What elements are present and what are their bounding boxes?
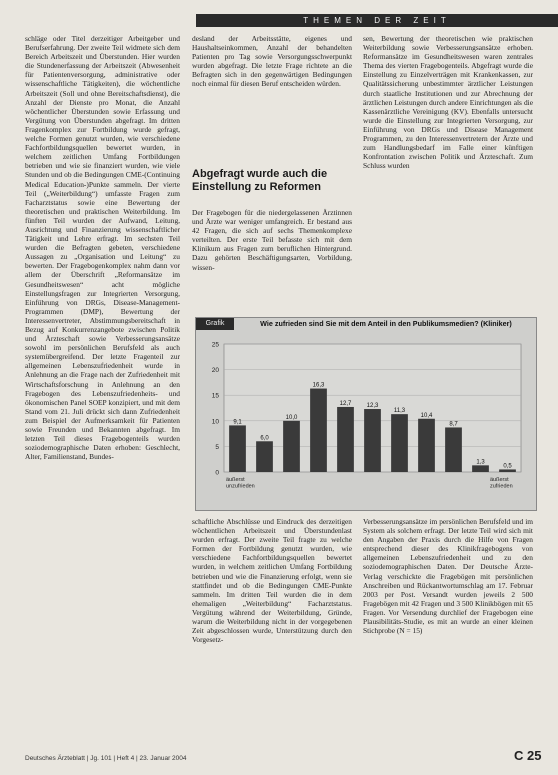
data-label: 6,0 (260, 435, 269, 442)
bar (391, 414, 408, 472)
paragraph: sen, Bewertung der theoretischen wie praktischen Weiterbildung sowie Verbesserungsansätze erhoben. Reformansätze im Gesundheitswesen waren zentrales Thema des vierten Fragebogenteils. Abgefragt wurde die Einstellung zu Einzelverträgen mit Krankenkassen, zur Qualitätssicherung unbestimmter ärztlicher Leistungen durch staatliche Institutionen und zur Abrechnung der ärztlichen Leistungen durch andere Einrichtungen als die Kassenärztliche Vereinigung (KV). Ebenfalls untersucht wurde die Einstellung zur Integrierten Versorgung, zur Einführung von DRGs und Disease Management Programmen, zu den Interessenvertretern der Ärzte und zum Handlungsbedarf im Falle einer künftigen Konfrontation zwischen Politik und Ärzteschaft. Zum Schluss wurden (363, 34, 533, 171)
chart-title: Wie zufrieden sind Sie mit dem Anteil in den Publikumsmedien? (Kliniker) (260, 319, 512, 328)
bar (418, 419, 435, 472)
y-tick-label: 10 (211, 418, 219, 426)
paragraph: Verbesserungsansätze im persönlichen Berufsfeld und im System als solchem erfragt. Der letzte Teil wird sich mit den Angaben der Praxis durch die Hilfe von Fragen entsprechend dieser des Klinikfragebogens von allgemeinen Lebenszufriedenheit und zu den soziodemographischen Daten. Der Deutsche Ärzte-Verlag verschickte die Fragebögen mit persönlichen Anschreiben und Rückantwortumschlag am 17. Februar 2003 per Post. Versandt wurden jeweils 2 500 Fragebögen mit 42 Fragen und 3 500 Klinikbögen mit 65 Fragen. Vor Versendung durchlief der Fragebogen eine Plausibilitäts-Studie, es mit an wurde an einer kleinen Stichprobe (N = 15) (363, 517, 533, 636)
section-heading: Abgefragt wurde auch die Einstellung zu Reformen (192, 168, 328, 193)
data-label: 9,1 (233, 419, 242, 426)
data-label: 10,0 (285, 414, 298, 421)
x-tick-label: äußerst unzufrieden (226, 477, 255, 490)
figure-tag: Grafik (196, 318, 234, 330)
data-label: 1,3 (476, 459, 485, 466)
data-label: 11,3 (393, 408, 406, 415)
page-number: C 25 (514, 748, 542, 763)
y-tick-label: 0 (215, 469, 219, 477)
text-column-2-top (192, 34, 352, 146)
data-label: 8,7 (449, 421, 458, 428)
paragraph: Der Fragebogen für die niedergelassenen Ärztinnen und Ärzte war weniger umfangreich. Er bestand aus 42 Fragen, die sich auf sechs Themenkomplexe verteilten. Der erste Teil befasste sich mit dem Klinikum aus Fragen zum beruflichen Hintergrund. Dazu gehörten Beschäftigungsarten, Vorbildung, wissen- (192, 208, 352, 272)
bar (256, 441, 273, 472)
y-tick-label: 25 (211, 341, 219, 349)
journal-footer: Deutsches Ärzteblatt | Jg. 101 | Heft 4 | 23. Januar 2004 (25, 755, 187, 762)
x-tick-label: äußerst zufrieden (490, 477, 513, 490)
y-tick-label: 5 (215, 443, 219, 451)
bar (445, 427, 462, 472)
text-column-2-middle (192, 208, 352, 308)
bar (337, 407, 354, 472)
y-tick-label: 15 (211, 392, 219, 400)
paragraph: schaftliche Abschlüsse und Eindruck des derzeitigen wöchentlichen Arbeitszeit und Überstundenlast wurden erfragt. Der zweite Teil fragte zu welche Formen der Fortbildung genutzt wurden, wie verschiedene Fachfortbildungsquellen bewertet wurden, in welchem zeitlichen Umfang Fortbildung betrieben und wie die Finanzierung erfolgt, wenn sie stattfindet und ob die Bedingungen CME-Punkte sammeln. Im dritten Teil wurden die in dem ehemaligen „Weiterbildung“ Facharztstatus. Vergütung während der Weiterbildung, Gründe, warum die Weiterbildung nicht in der vorgegebenen Zeit abgeschlossen wurde, Unterstützung durch den Vorgesetz- (192, 517, 352, 645)
bar-chart (196, 332, 536, 510)
bar (229, 425, 246, 472)
chart-figure (195, 317, 537, 511)
paragraph: schläge oder Titel derzeitiger Arbeitgeber und Berufserfahrung. Der zweite Teil widmete sich dem Bereich Arbeitszeit und Überstunden. Hier wurden die Stundenerfassung der Arbeitszeit (Abwesenheit für Patientenversorgung, administrative oder wissenschaftliche Tätigkeiten), die wöchentliche Arbeitszeit (Soll und ohne Bereitschaftsdienst), die Anzahl der Dienste pro Monat, die Anzahl wöchentlicher Überstunden sowie Erfassung und Vergütung von Überstunden abgefragt. Im dritten Fragenkomplex zur Fortbildung wurde gefragt, welche Formen genutzt wurden, wie verschiedene Fachfortbildungsquellen bewertet wurden, in welchem zeitlichen Umfang Fortbildungen betrieben und wie sie finanziert wurden, wie viele Stunden und ob die Bedingungen CME-(Continuing Medical Education-)Punkte sammeln. Der vierte Teil („Weiterbildung“) umfasste Fragen zum Facharztstatus sowie eine Bewertung der theoretischen und praktischen Weiterbildung. Im fünften Teil wurden der Aufwand, Leitung, Ausrichtung und Finanzierung wissenschaftlicher Tätigkeit und Lehre erfragt. Im sechsten Teil wurden die Befragten gebeten, verschiedene Aussagen zu „Organisation und Leitung“ zu bewerten. Der Fragebogenkomplex nahm dann vor allem der Überschrift „Reformansätze im Gesundheitswesen“ acht mögliche Einstellungsfragen zur Integrierten Versorgung, Einführung von DRGs, Disease-Management-Programmen (DMP), Bewertung der Interessenvertreter, Abstimmungsbereitschaft in Bezug auf Konkurrenzangebote zwischen Politik und Ärzteschaft sowie Verbesserungsansätze sowohl im persönlichen Berufsfeld als auch systemübergreifend. Der letzte Fragenteil zur allgemeinen Lebenszufriedenheit wurde in Anlehnung an die Frage nach der Zufriedenheit mit Wirtschaftsforschung in Anlehnung an den Fragebogen des Lebenszufriedenheits- und ökonomischen Panel SOEP konzipiert, und mit dem Stand vom 21. Juli drückt sich dann Zufriedenheit zum Beispiel der Aufmerksamkeit für Patienten sowie Freunden und Bekannten abgefragt. Im letzten Teil dieses Fragebogenteils wurden soziodemographische Daten erhoben: Geschlecht, Alter, Familienstand, Bundes- (25, 34, 180, 462)
bar (472, 465, 489, 472)
data-label: 10,4 (420, 412, 433, 419)
data-label: 16,3 (312, 382, 325, 389)
text-column-3-bottom (363, 517, 533, 742)
data-label: 0,5 (503, 463, 512, 470)
data-label: 12,3 (366, 403, 379, 410)
section-header: THEMEN DER ZEIT (196, 14, 558, 27)
text-column-2-bottom (192, 517, 352, 742)
text-column-3-top (363, 34, 533, 316)
bar (310, 389, 327, 472)
paragraph: desland der Arbeitsstätte, eigenes und Haushaltseinkommen, Anzahl der behandelten Patienten pro Tag sowie Versorgungsschwerpunkt wurden abgefragt. Die letzte Frage richtete an die Befragten sich in den gegenwärtigen Bedingungen noch einmal für diesen Beruf entscheiden würden. (192, 34, 352, 89)
data-label: 12,7 (339, 400, 352, 407)
bar (364, 409, 381, 472)
y-tick-label: 20 (211, 367, 219, 375)
text-column-1 (25, 34, 180, 740)
bar (283, 421, 300, 472)
bar (499, 469, 516, 472)
